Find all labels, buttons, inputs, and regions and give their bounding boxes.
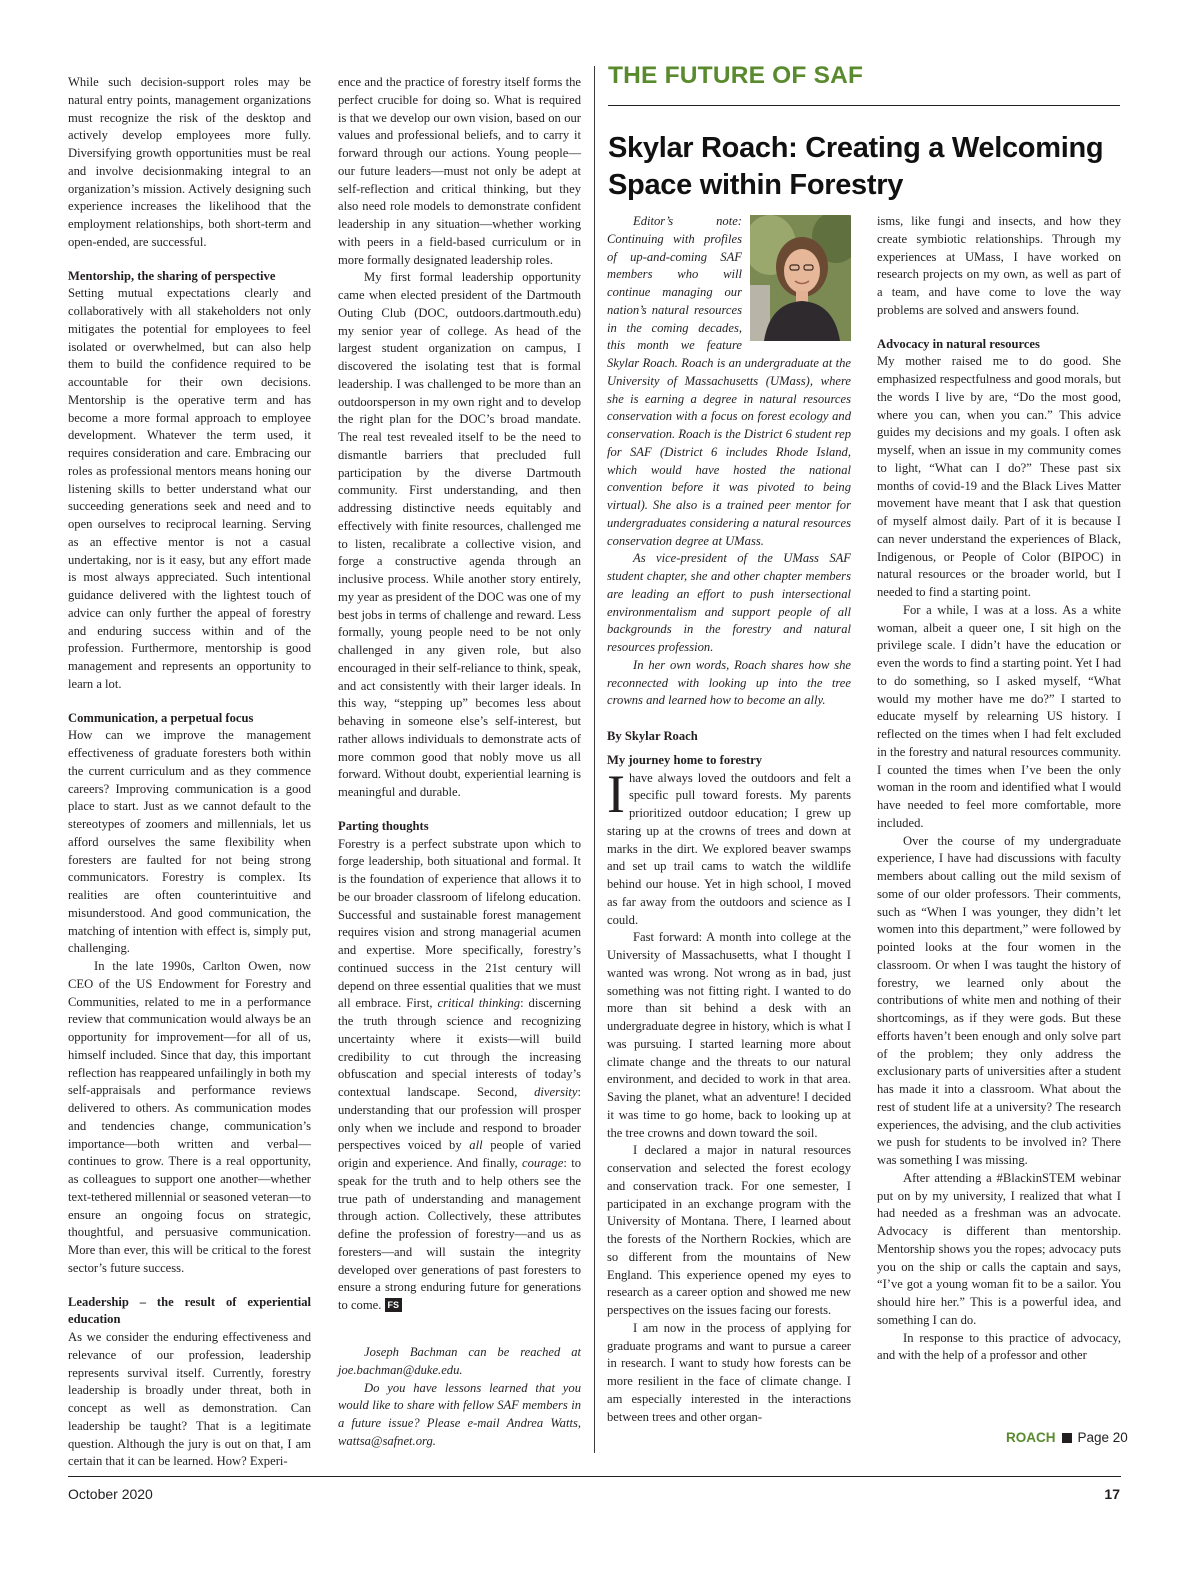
subhead-parting-thoughts: Parting thoughts bbox=[338, 818, 429, 833]
footer-divider bbox=[68, 1476, 1121, 1477]
subhead-communication: Communication, a perpetual focus bbox=[68, 710, 254, 725]
paragraph: As we consider the enduring effectiveness and relevance of our profession, leadership represents survival itself. Currently, forestry leadership is broadly under threat, both in concept as well as demonstration. Can leadership be taught? That is a legitimate question. Although the jury is out on that, I am certain that it can be learned. How? Experi- bbox=[68, 1330, 311, 1469]
page-number: 17 bbox=[1104, 1486, 1120, 1502]
column-4 bbox=[877, 213, 1121, 1365]
editor-paragraph: As vice-president of the UMass SAF student chapter, she and other chapter members are leading an effort to push intersectional environmentalism and support people of all backgrounds in the forestry and natural resources profession. bbox=[607, 551, 851, 654]
paragraph: After attending a #BlackinSTEM webinar put on by my university, I realized that what I had needed as a freshman was an advocate. Advocacy is different than mentorship. Mentorship shows you the ropes; advocacy puts you on the ship or calls the captain and says, “I’ve got a young woman fit to be a sailor. You should hire her.” This is a powerful idea, and something I can do. bbox=[877, 1170, 1121, 1327]
paragraph: Fast forward: A month into college at the University of Massachusetts, what I thought I wanted was wrong. Not wrong as in bad, just something was not fitting right. I wanted to do more than sit behind a desk with an undergraduate degree in history, which is what I was pursuing. I started learning more about climate change and the threats to our natural environment, and decided to work in that area. Saving the planet, what an adventure! I decided it was time to go home, back to looking up at the tree crowns and down toward the soil. bbox=[607, 930, 851, 1140]
submission-note: Do you have lessons learned that you would like to share with fellow SAF members in a future issue? Please e-mail Andrea Watts, wattsa@safnet.org. bbox=[338, 1380, 581, 1448]
paragraph: Setting mutual expectations clearly and collaboratively with all stakeholders not only mitigates the potential for employees to feel isolated or overwhelmed, but can also help them to build the confidence required to be accountable for their own decisions. Mentorship is the operative term and has become a more formal approach to employee development. Whatever the term used, it requires consideration and care. Embracing our roles as professional mentors means honing our listening skills to better understand what our succeeding generations seek and need and to open ourselves to reciprocal learning. Serving as an effective mentor is not a casual undertaking, nor is it easy, but any effort made is most always appreciated. Such intentional guidance delivered with the lightest touch of advice can only further the appeal of forestry and enduring success within and of the profession. Furthermore, mentorship is good management and represents an opportunity to learn a lot. bbox=[68, 286, 311, 691]
subhead-leadership: Leadership – the result of experiential education bbox=[68, 1294, 311, 1327]
paragraph: ence and the practice of forestry itself forms the perfect crucible for doing so. What is required is that we develop our own vision, based on our values and professional beliefs, and to carry it forward through our actions. Young people—our future leaders—must not only be adept at self-reflection and critical thinking, but they also need role models to demonstrate confident leadership in any situation—whether working with peers in a field-based curriculum or in more formally designated leadership roles. bbox=[338, 75, 581, 267]
paragraph: How can we improve the management effectiveness of graduate foresters both within the current curriculum and as they commence careers? Improving communication is a good place to start. Just as we cannot default to the stereotypes of zoomers and millennials, let us afford ourselves the same flexibility when foresters are faulted for not being strong communicators. Forestry is complex. Its realities are often counterintuitive and misunderstood. And good communication, the matching of intention with effect is, simply put, challenging. bbox=[68, 728, 311, 956]
column-1 bbox=[68, 74, 311, 1471]
paragraph: While such decision-support roles may be natural entry points, management organizations must recognize the risk of the desktop and actively develop employees more fully. Diversifying growth opportunities must be real and involve decisionmaking integral to an organization’s mission. Actively designing such experience increases the likelihood that the employment relationships, both short-term and open-ended, are successful. bbox=[68, 75, 311, 249]
paragraph: Ihave always loved the outdoors and felt a specific pull toward forests. My parents prioritized outdoor education; I grew up staring up at the crowns of trees and down at marks in the dirt. We explored beaver swamps and set up trail cams to watch the wildlife behind our house. Yet in high school, I moved as far away from the outdoors and science as I could. bbox=[607, 763, 851, 927]
subhead-mentorship: Mentorship, the sharing of perspective bbox=[68, 268, 276, 283]
article-headline: Skylar Roach: Creating a Welcoming Space within Forestry bbox=[608, 132, 1104, 201]
issue-date: October 2020 bbox=[68, 1486, 153, 1502]
paragraph: My mother raised me to do good. She emphasized respectfulness and good morals, but the words I live by are, “Do the most good, where you can, when you can.” This advice guides my decisions and my goals. I often ask myself, when an issue in my community comes to light, “What can I do?” These past six months of covid-19 and the Black Lives Matter movement have meant that I ask that question of myself almost daily. Part of it is because I can never understand the experiences of Black, Indigenous, or People of Color (BIPOC) in natural resources or the broader world, but I needed to find a starting point. bbox=[877, 354, 1121, 599]
continued-page: Page 20 bbox=[1077, 1430, 1128, 1445]
paragraph: For a while, I was at a loss. As a white woman, albeit a queer one, I sit high on the privilege scale. I didn’t have the education or even the words to find a starting point. Yet I had to do something, so I asked myself, “What would my mother have me do?” I started to educate myself by relearning US history. I reflected on the times when I had felt excluded in the forestry and natural resources community. I counted the times when I’ve been the only woman in the room and identified what I would have needed to feel more comfortable, more included. bbox=[877, 602, 1121, 830]
paragraph: In the late 1990s, Carlton Owen, now CEO of the US Endowment for Forestry and Communities, related to me in a performance review that communication would always be an opportunity for improvement—for all of us, himself included. Since that day, this important reflection has reappeared unfailingly in both my self-appraisals and performance reviews delivered to others. As communication modes and tendencies change, communication’s importance—both written and verbal—continues to grow. There is a real opportunity, as colleagues to support one another—whether text-tethered millennial or seasoned veteran—to ensure an ongoing focus on strategic, thoughtful, and persuasive communication. More than ever, this will be critical to the forest sector’s future success. bbox=[68, 959, 311, 1275]
section-title: THE FUTURE OF SAF bbox=[608, 62, 864, 89]
column-2 bbox=[338, 74, 581, 1315]
subhead-advocacy: Advocacy in natural resources bbox=[877, 336, 1040, 351]
paragraph: isms, like fungi and insects, and how they create symbiotic relationships. Through my experiences at UMass, I have worked on research projects on my own, as well as part of a team, and have come to love the way problems are solved and answers found. bbox=[877, 214, 1121, 317]
column-3 bbox=[607, 213, 851, 1426]
paragraph: I am now in the process of applying for graduate programs and want to pursue a career in research. I want to study how forests can be more resilient in the face of climate change. I am especially interested in the interactions between trees and other organ- bbox=[607, 1320, 851, 1424]
byline: By Skylar Roach bbox=[607, 729, 698, 743]
paragraph: In response to this practice of advocacy, and with the help of a professor and other bbox=[877, 1330, 1121, 1363]
author-note bbox=[338, 1344, 581, 1451]
column-divider bbox=[594, 66, 595, 1453]
fs-end-mark-icon: FS bbox=[385, 1298, 403, 1312]
contact-note: Joseph Bachman can be reached at joe.bachman@duke.edu. bbox=[338, 1345, 581, 1377]
editor-paragraph: In her own words, Roach shares how she reconnected with looking up into the tree crowns and learned how to become an ally. bbox=[607, 657, 851, 708]
portrait-photo bbox=[750, 215, 851, 341]
title-divider bbox=[608, 105, 1120, 106]
paragraph: Forestry is a perfect substrate upon which to forge leadership, both situational and formal. It is the foundation of experience that allows it to be our broader classroom of lifelong education. Successful and sustainable forest management requires vision and strong managerial acumen and expertise. More specifically, forestry’s continued success in the 21st century will depend on three essential qualities that we must all embrace. First, critical thinking: discerning the truth through science and recognizing uncertainty where it exists—will build credibility to cut through the increasing obfuscation and special interests of today’s contextual landscape. Second, diversity: understanding that our profession will prosper only when we include and respond to broader perspectives voiced by all people of varied origin and experience. And finally, courage: to speak for the truth and to help others see the true path of understanding and management through action. Collectively, these attributes define the profession of forestry—and us as foresters—and will sustain the integrity developed over generations of past foresters to ensure a strong enduring future for generations to come. FS bbox=[338, 836, 582, 1312]
continued-keyword: ROACH bbox=[1006, 1430, 1056, 1445]
paragraph: My first formal leadership opportunity came when elected president of the Dartmouth Outing Club (DOC, outdoors.dartmouth.edu) my senior year of college. As head of the largest student organization on campus, I discovered the isolating test that is formal leadership. I was challenged to be more than an outdoorsperson in my own right and to develop the right plan for the DOC’s broad mandate. The real test revealed itself to be the need to dismantle barriers that precluded full participation by the diverse Dartmouth community. First understanding, and then addressing distinctive needs equitably and effectively with finite resources, challenged me to listen, recalibrate a collective vision, and forge a constructive agenda through an inclusive process. While another story entirely, my year as president of the DOC was one of my best jobs in terms of challenge and reward. Less formally, young people need to be not only challenged in any given role, but also encouraged in their self-reliance to think, speak, and act consistently with their larger ideals. In this way, “stepping up” becomes less about behaving in someone else’s self-interest, but rather allows individuals to demonstrate acts of more common good that nobly move us all forward. Without doubt, experiential learning is meaningful and durable. bbox=[338, 270, 581, 799]
square-bullet-icon bbox=[1062, 1433, 1072, 1443]
drop-cap: I bbox=[607, 763, 625, 824]
continued-on-link[interactable] bbox=[1006, 1430, 1128, 1445]
editor-paragraph: Editor’s note: Continuing with profiles of up-and-coming SAF members who will continue managing our nation’s natural resources in the coming decades, this month we feature Skylar Roach. Roach is an undergraduate at the University of Massachusetts (UMass), where she is earning a degree in natural resources conservation with a focus on forest ecology and conservation. Roach is the District 6 student rep for SAF (District 6 includes Rhode Island, which would have hosted the national convention before it was pivoted to being virtual). She also is a trained peer mentor for undergraduates considering a natural resources conservation degree at UMass. bbox=[607, 214, 851, 548]
paragraph: I declared a major in natural resources conservation and selected the forest ecology and conservation track. For one semester, I participated in an exchange program with the University of Montana. There, I learned about the forests of the Northern Rockies, which are so different from the mountains of New England. This experience opened my eyes to research as a career option and showed me new perspectives on the issues facing our forests. bbox=[607, 1143, 851, 1317]
paragraph: Over the course of my undergraduate experience, I have had discussions with faculty members about calling out the mild sexism of some of our older professors. Their comments, such as “When I was younger, they didn’t let women into this department,” were followed by pointed looks at the four women in the classroom. Or when I was taught the history of forestry, we learned only about the contributions of white men and nothing of their shortcomings, as if they were gods. But these efforts haven’t been enough and only solve part of the problem; they only address the exclusionary parts of universities after a student has made it into a classroom. What about the rest of student life at a university? The research experiences, the advising, and the club activities we push for students to be involved in? There was something I was missing. bbox=[877, 833, 1121, 1167]
subhead-journey: My journey home to forestry bbox=[607, 752, 763, 767]
